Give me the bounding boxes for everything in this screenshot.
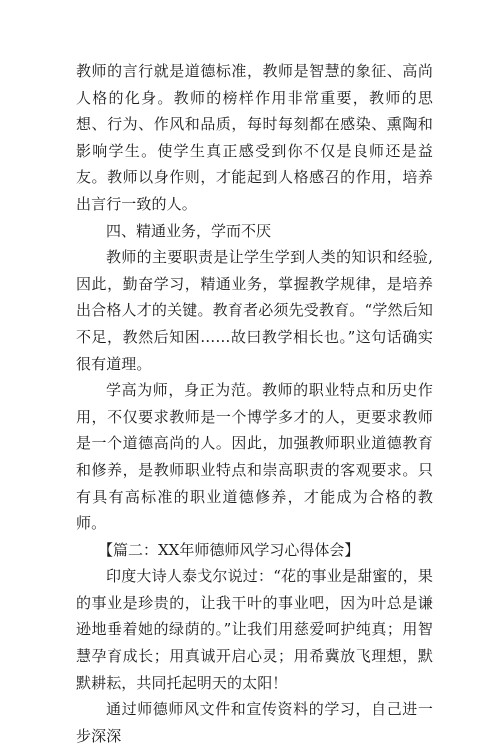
paragraph-learning-and-conduct: 学高为师，身正为范。教师的职业特点和历史作用，不仅要求教师是一个博学多才的人，更要求教师是一个道德高尚的人。因此，加强教师职业道德教育和修养，是教师职业特点和崇高职责的客观要求。只有具有高标准的职业道德修养，才能成为合格的教师。: [76, 381, 433, 533]
section-title-part-two: 【篇二：XX年师德师风学习心得体会】: [98, 540, 360, 559]
paragraph-tagore-quote: 印度大诗人泰戈尔说过：“花的事业是甜蜜的，果的事业是珍贵的，让我干叶的事业吧，因为叶总是谦逊地垂着她的绿荫的。”让我们用慈爱呵护纯真；用智慧孕育成长；用真诚开启心灵；用希冀放飞理想，默默耕耘，共同托起明天的太阳！: [76, 567, 433, 692]
paragraph-teacher-role-model: 教师的言行就是道德标准，教师是智慧的象征、高尚人格的化身。教师的榜样作用非常重要，教师的思想、行为、作风和品质，每时每刻都在感染、熏陶和影响学生。使学生真正感受到你不仅是良师还是益友。教师以身作则，才能起到人格感召的作用，培养出言行一致的人。: [76, 62, 433, 213]
paragraph-main-duty: 教师的主要职责是让学生学到人类的知识和经验,因此，勤奋学习，精通业务，掌握教学规律，是培养出合格人才的关键。教育者必须先受教育。“学然后知不足，教然后知困……故曰教学相长也。”这句话确实很有道理。: [76, 248, 433, 373]
heading-section-four: 四、精通业务，学而不厌: [106, 221, 272, 240]
paragraph-study-continuation: 通过师德师风文件和宣传资料的学习，自己进一步深深: [76, 700, 433, 745]
document-body: [76, 58, 433, 749]
